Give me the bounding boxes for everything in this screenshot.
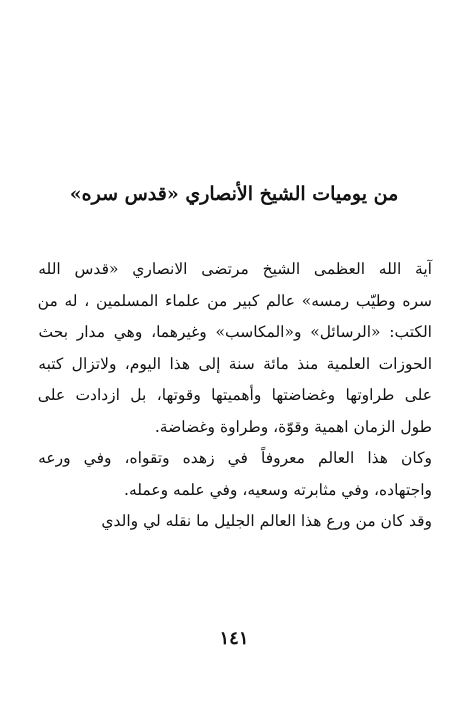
text-line: طول الزمان اهمية وقوّة، وطراوة وغضاضة. — [154, 417, 432, 436]
paragraph-1 — [38, 254, 432, 443]
text-line: آية الله العظمى الشيخ مرتضى الانصاري «قدس الله — [38, 260, 432, 278]
paragraph-2 — [38, 443, 432, 506]
section-heading: من يوميات الشيخ الأنصاري «قدس سره» — [69, 183, 399, 205]
text-line: الحوزات العلمية منذ مائة سنة إلى هذا اليوم، ولاتزال كتبه — [38, 354, 432, 373]
text-line: واجتهاده، وفي مثابرته وسعيه، وفي علمه وعمله. — [124, 480, 432, 499]
text-line: الكتب: «الرسائل» و«المكاسب» وغيرهما، وهي مدار بحث — [38, 323, 432, 341]
body-text — [38, 254, 432, 538]
text-line: وكان هذا العالم معروفاً في زهده وتقواه، وفي ورعه — [38, 449, 432, 467]
text-line: سره وطيّب رمسه» عالم كبير من علماء المسلمين ، له من — [37, 291, 432, 310]
paragraph-3 — [38, 506, 432, 538]
page-number: ١٤١ — [219, 628, 249, 649]
text-line: على طراوتها وغضاضتها وأهميتها وقوتها، بل ازدادت على — [37, 386, 432, 404]
text-line: وقد كان من ورع هذا العالم الجليل ما نقله لي والدي — [101, 512, 432, 530]
